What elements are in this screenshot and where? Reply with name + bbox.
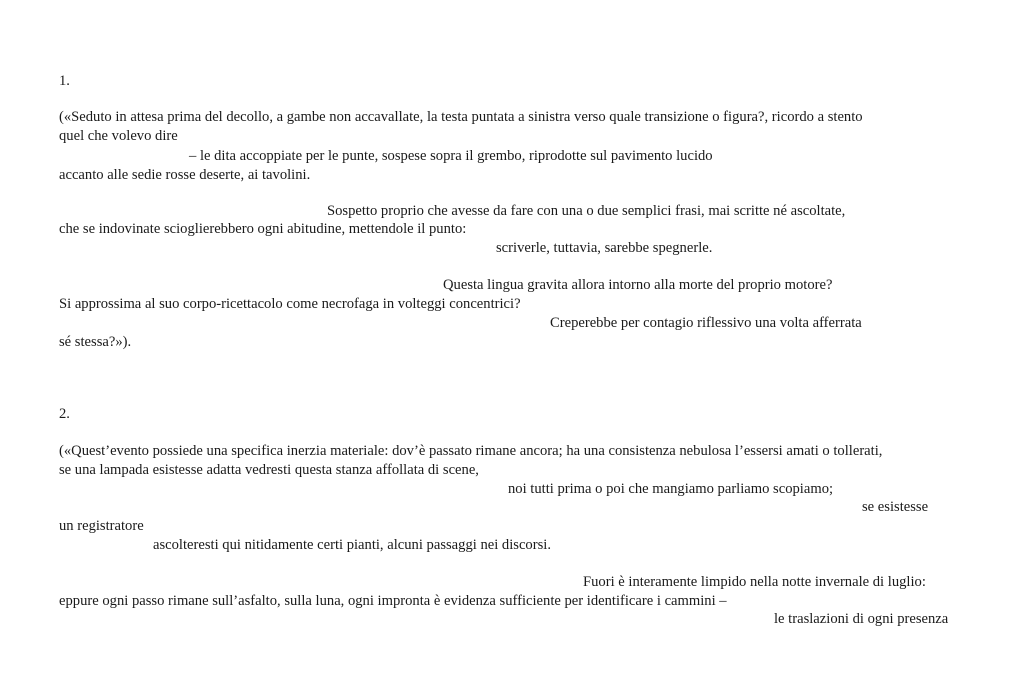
text-line: Fuori è interamente limpido nella notte invernale di luglio: (583, 574, 926, 590)
text-line: («Seduto in attesa prima del decollo, a gambe non accavallate, la testa puntata a sinistra verso quale transizione o figura?, ricordo a stento (59, 109, 863, 125)
text-line: eppure ogni passo rimane sull’asfalto, sulla luna, ogni impronta è evidenza sufficiente per identificare i cammini – (59, 593, 727, 609)
text-line: («Quest’evento possiede una specifica inerzia materiale: dov’è passato rimane ancora; ha una consistenza nebulosa l’essersi amati o tollerati, (59, 443, 883, 459)
text-line: che se indovinate scioglierebbero ogni abitudine, mettendole il punto: (59, 221, 467, 237)
section-number: 2. (59, 406, 70, 422)
text-line: Si approssima al suo corpo-ricettacolo come necrofaga in volteggi concentrici? (59, 296, 521, 312)
text-line: quel che volevo dire (59, 128, 178, 144)
text-line: sé stessa?»). (59, 334, 132, 350)
text-line: se una lampada esistesse adatta vedresti questa stanza affollata di scene, (59, 462, 479, 478)
text-line: un registratore (59, 518, 144, 534)
text-line: – le dita accoppiate per le punte, sospese sopra il grembo, riprodotte sul pavimento lucido (189, 148, 713, 164)
text-line: scriverle, tuttavia, sarebbe spegnerle. (496, 240, 713, 256)
text-line: Sospetto proprio che avesse da fare con una o due semplici frasi, mai scritte né ascoltate, (327, 203, 846, 219)
text-line: accanto alle sedie rosse deserte, ai tavolini. (59, 167, 311, 183)
text-line: Questa lingua gravita allora intorno alla morte del proprio motore? (443, 277, 833, 293)
text-line: le traslazioni di ogni presenza (774, 611, 949, 627)
text-line: ascolteresti qui nitidamente certi pianti, alcuni passaggi nei discorsi. (153, 537, 551, 553)
text-line: noi tutti prima o poi che mangiamo parliamo scopiamo; (508, 481, 834, 497)
section-number: 1. (59, 73, 70, 89)
text-line: Creperebbe per contagio riflessivo una volta afferrata (550, 315, 862, 331)
text-line: se esistesse (862, 499, 929, 515)
